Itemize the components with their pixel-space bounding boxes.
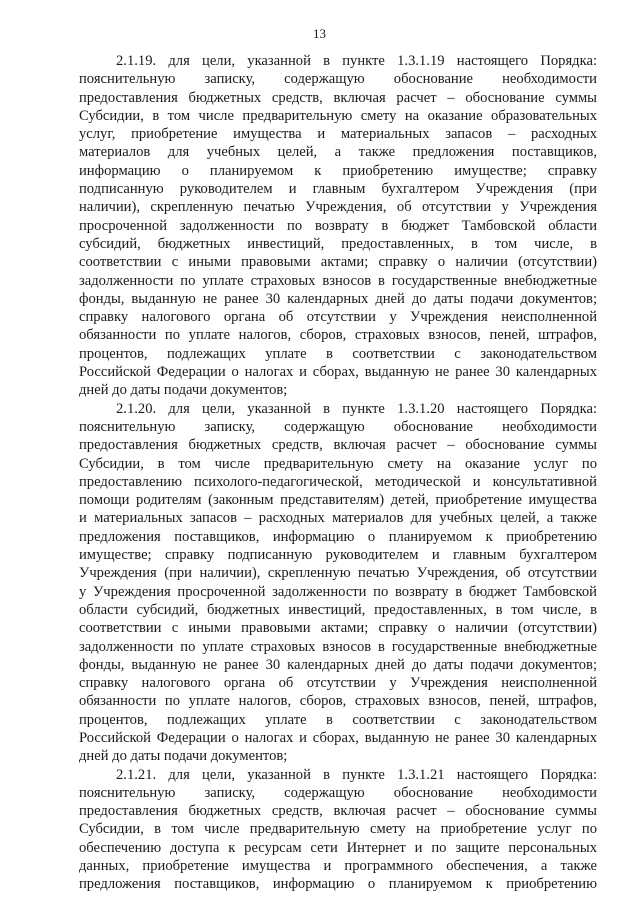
text-line: обязанности по уплате налогов, сборов, страховых взносов, пеней, штрафов, xyxy=(79,327,597,344)
text-line: Субсидии, в том числе предварительную смету на приобретение услуг по xyxy=(79,821,597,838)
text-line: 2.1.21. для цели, указанной в пункте 1.3.1.21 настоящего Порядка: xyxy=(116,766,597,783)
text-line: наличии), скрепленную печатью Учреждения, об отсутствии у Учреждения xyxy=(79,199,597,216)
text-line: подписанную руководителем и главным бухгалтером Учреждения (при xyxy=(79,181,597,198)
text-line: предоставлению психолого-педагогической, методической и консультативной xyxy=(79,473,597,490)
page-number: 13 xyxy=(313,26,326,41)
text-line: помощи родителям (законным представителям) детей, приобретение имущества xyxy=(79,492,597,509)
text-line: предоставления бюджетных средств, включая расчет – обоснование суммы xyxy=(79,803,597,820)
text-line: данных, приобретение имущества и программного обеспечения, а также xyxy=(79,858,597,875)
text-line: дней до даты подачи документов; xyxy=(79,748,288,765)
text-line: задолженности по уплате страховых взносов в государственные внебюджетные xyxy=(79,638,597,655)
text-line: Российской Федерации о налогах и сборах, выданную не ранее 30 календарных xyxy=(79,364,597,381)
paragraph-2-1-19 xyxy=(79,52,597,400)
text-line: предоставления бюджетных средств, включая расчет – обоснование суммы xyxy=(79,89,597,106)
text-line: Российской Федерации о налогах и сборах, выданную не ранее 30 календарных xyxy=(79,729,597,746)
text-line: 2.1.19. для цели, указанной в пункте 1.3.1.19 настоящего Порядка: xyxy=(116,53,597,69)
text-line: процентов, подлежащих уплате в соответствии с законодательством xyxy=(79,711,597,728)
text-line: пояснительную записку, содержащую обоснование необходимости xyxy=(79,784,597,801)
text-line: у Учреждения просроченной задолженности по возврату в бюджет Тамбовской xyxy=(79,583,597,600)
text-line: пояснительную записку, содержащую обоснование необходимости xyxy=(79,418,597,435)
text-line: обеспечению доступа к ресурсам сети Интернет и по защите персональных xyxy=(79,839,597,856)
text-line: материалов для учебных целей, а также предложения поставщиков, xyxy=(79,144,597,161)
text-line: предложения поставщиков, информацию о планируемом к приобретению xyxy=(79,528,597,545)
text-line: соответствии с иными правовыми актами; справку о наличии (отсутствии) xyxy=(79,620,597,637)
text-line: предложения поставщиков, информацию о планируемом к приобретению xyxy=(79,876,597,893)
text-line: обязанности по уплате налогов, сборов, страховых взносов, пеней, штрафов, xyxy=(79,693,597,710)
text-line: пояснительную записку, содержащую обоснование необходимости xyxy=(79,71,597,88)
text-line: процентов, подлежащих уплате в соответствии с законодательством xyxy=(79,345,597,362)
text-line: Учреждения (при наличии), скрепленную печатью Учреждения, об отсутствии xyxy=(79,565,597,582)
text-line: просроченной задолженности по возврату в бюджет Тамбовской области xyxy=(79,217,597,234)
text-line: справку налогового органа об отсутствии у Учреждения неисполненной xyxy=(79,309,597,326)
text-line: 2.1.20. для цели, указанной в пункте 1.3.1.20 настоящего Порядка: xyxy=(116,400,597,417)
text-line: предоставления бюджетных средств, включая расчет – обоснование суммы xyxy=(79,437,597,454)
text-line: услуг, приобретение имущества и материальных запасов – расходных xyxy=(79,126,597,143)
text-line: соответствии с иными правовыми актами; справку о наличии (отсутствии) xyxy=(79,254,597,271)
paragraph-2-1-20 xyxy=(79,400,597,766)
text-line: субсидий, бюджетных инвестиций, предоставленных, в том числе, в xyxy=(79,235,597,252)
text-line: Субсидии, в том числе предварительную смету на оказание услуг по xyxy=(79,455,597,472)
paragraph-2-1-21 xyxy=(79,766,597,894)
text-line: справку налогового органа об отсутствии у Учреждения неисполненной xyxy=(79,675,597,692)
document-body xyxy=(79,52,597,894)
text-line: области субсидий, бюджетных инвестиций, предоставленных, в том числе, в xyxy=(79,601,597,618)
text-line: дней до даты подачи документов; xyxy=(79,382,288,399)
text-line: Субсидии, в том числе предварительную смету на оказание образовательных xyxy=(79,107,597,124)
text-line: информацию о планируемом к приобретению имуществе; справку xyxy=(79,162,597,179)
text-line: имуществе; справку подписанную руководителем и главным бухгалтером xyxy=(79,547,597,564)
text-line: фонды, выданную не ранее 30 календарных дней до даты подачи документов; xyxy=(79,656,597,673)
text-line: фонды, выданную не ранее 30 календарных дней до даты подачи документов; xyxy=(79,290,597,307)
text-line: и материальных запасов – расходных материалов для учебных целей, а также xyxy=(79,510,597,527)
text-line: задолженности по уплате страховых взносов в государственные внебюджетные xyxy=(79,272,597,289)
